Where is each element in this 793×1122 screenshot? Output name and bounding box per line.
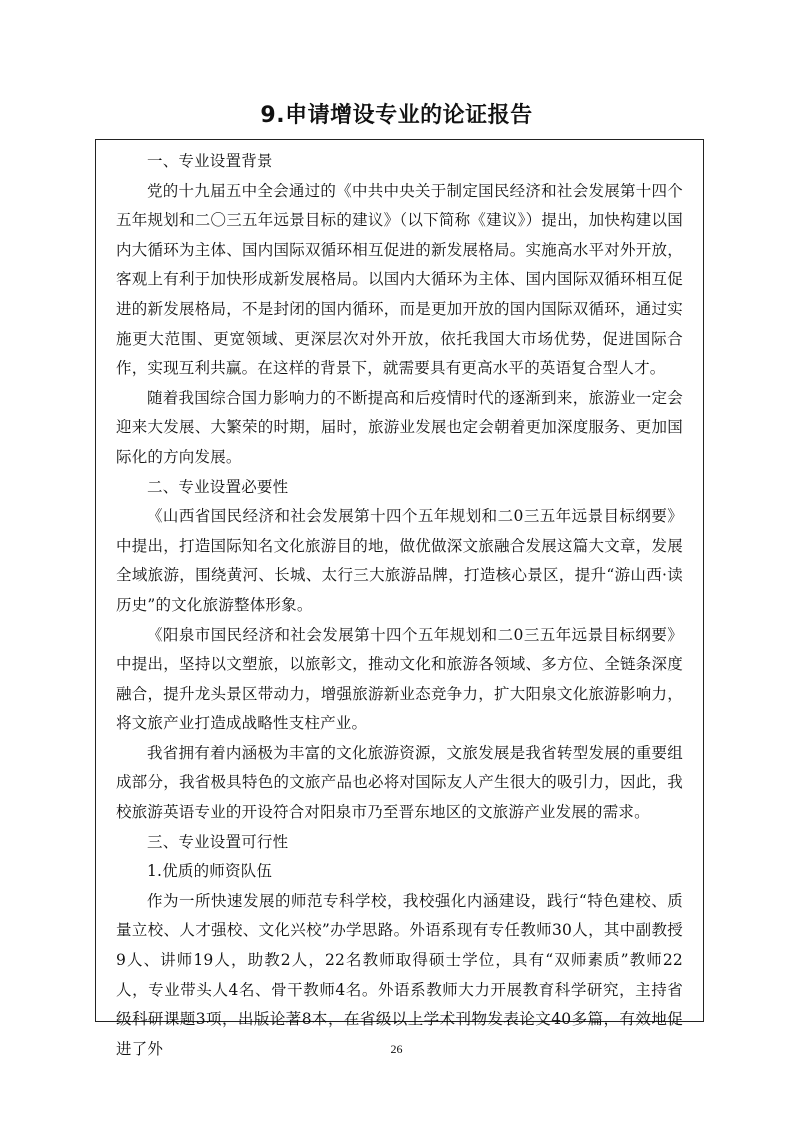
paragraph: 作为一所快速发展的师范专科学校，我校强化内涵建设，践行“特色建校、质量立校、人才强校、文化兴校”办学思路。外语系现有专任教师30人，其中副教授9人、讲师19人，助教2人，22名教师取得硕士学位，具有“双师素质”教师22人，专业带头人4名、骨干教师4名。外语系教师大力开展教育科学研究，主持省级科研课题3项，出版论著8本，在省级以上学术刊物发表论文40多篇，有效地促进了外 (116, 891, 683, 1058)
report-body (96, 140, 703, 1064)
page-number: 26 (390, 1042, 403, 1056)
paragraph: 《山西省国民经济和社会发展第十四个五年规划和二0三五年远景目标纲要》中提出，打造国际知名文化旅游目的地，做优做深文旅融合发展这篇大文章，发展全域旅游，围绕黄河、长城、太行三大旅游品牌，打造核心景区，提升“游山西·读历史”的文化旅游整体形象。 (116, 507, 683, 614)
section-heading-necessity: 二、专业设置必要性 (147, 477, 289, 496)
paragraph: 我省拥有着内涵极为丰富的文化旅游资源，文旅发展是我省转型发展的重要组成部分，我省极具特色的文旅产品也必将对国际友人产生很大的吸引力，因此，我校旅游英语专业的开设符合对阳泉市乃至晋东地区的文旅游产业发展的需求。 (116, 743, 683, 822)
section-heading-background: 一、专业设置背景 (147, 152, 273, 170)
paragraph: 《阳泉市国民经济和社会发展第十四个五年规划和二0三五年远景目标纲要》中提出，坚持以文塑旅，以旅彰文，推动文化和旅游各领域、多方位、全链条深度融合，提升龙头景区带动力，增强旅游新业态竞争力，扩大阳泉文化旅游影响力，将文旅产业打造成战略性支柱产业。 (116, 625, 683, 733)
paragraph: 随着我国综合国力影响力的不断提高和后疫情时代的逐渐到来，旅游业一定会迎来大发展、大繁荣的时期，届时，旅游业发展也定会朝着更加深度服务、更加国际化的方向发展。 (116, 388, 683, 466)
page-title: 9.申请增设专业的论证报告 (260, 103, 533, 128)
paragraph: 党的十九届五中全会通过的《中共中央关于制定国民经济和社会发展第十四个五年规划和二〇三五年远景目标的建议》（以下简称《建议》）提出，加快构建以国内大循环为主体、国内国际双循环相互促进的新发展格局。实施高水平对外开放，客观上有利于加快形成新发展格局。以国内大循环为主体、国内国际双循环相互促进的新发展格局，不是封闭的国内循环，而是更加开放的国内国际双循环，通过实施更大范围、更宽领域、更深层次对外开放，依托我国大市场优势，促进国际合作，实现互利共赢。在这样的背景下，就需要具有更高水平的英语复合型人才。 (116, 181, 683, 378)
section-heading-feasibility: 三、专业设置可行性 (147, 832, 289, 851)
subsection-heading-faculty: 1.优质的师资队伍 (147, 862, 273, 881)
